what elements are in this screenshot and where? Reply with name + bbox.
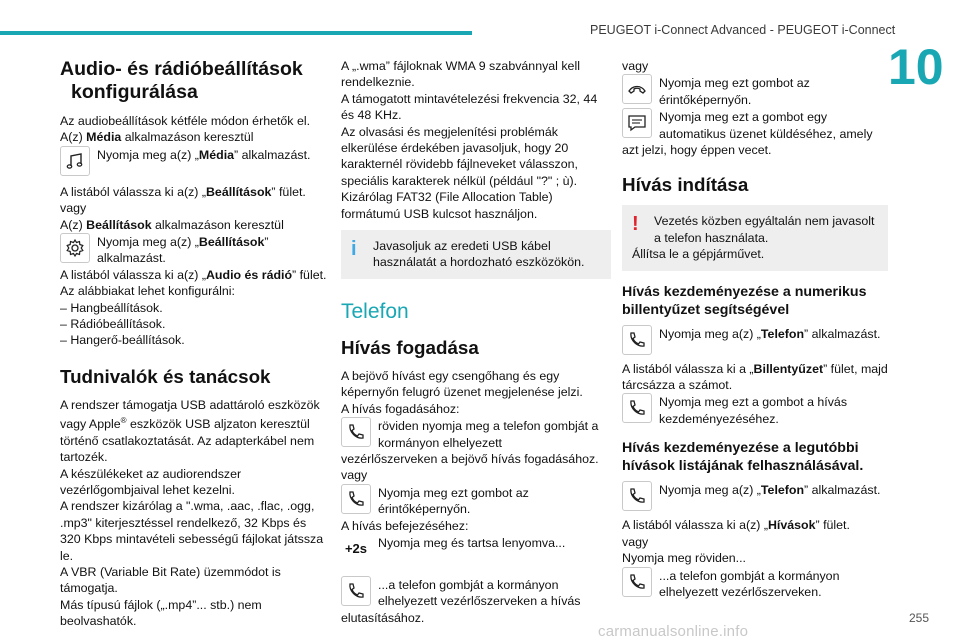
instruction-text: Nyomja meg ezt a gombot a hívás kezdeményezéséhez. <box>659 395 848 426</box>
hold-two-seconds-icon: +2s <box>344 540 368 556</box>
subheading-recent-calls: Hívás kezdeményezése a legutóbbi hívások listájának felhasználásával. <box>622 440 864 475</box>
paragraph: vezérlőszerveken a bejövő hívás fogadásához. <box>341 451 599 466</box>
phone-handset-icon <box>622 325 652 355</box>
paragraph: A „.wma” fájloknak WMA 9 szabvánnyal kell rendelkeznie. <box>341 59 580 90</box>
column-3 <box>622 58 888 600</box>
info-icon: i <box>351 238 357 261</box>
instruction-text: Nyomja meg a(z) „Telefon” alkalmazást. <box>659 483 881 498</box>
info-note-text: Javasoljuk az eredeti USB kábel használatát a hordozható eszközökön. <box>373 239 585 270</box>
instruction-auto-message <box>622 108 888 142</box>
paragraph: Kizárólag FAT32 (File Allocation Table) formátumú USB kulcsot használjon. <box>341 190 553 221</box>
subheading-keypad-call: Hívás kezdeményezése a numerikus billentyűzet segítségével <box>622 283 867 318</box>
instruction-text: Nyomja meg és tartsa lenyomva... <box>378 535 566 550</box>
instruction-steering-phone-2 <box>622 567 888 601</box>
chapter-section-title: Telefon <box>341 299 409 323</box>
paragraph: elutasításához. <box>341 610 425 625</box>
instruction-phone-app <box>622 325 888 355</box>
phone-handset-icon <box>622 393 652 423</box>
chapter-number: 10 <box>888 39 944 95</box>
header-accent-bar <box>0 31 472 35</box>
instruction-dial <box>622 393 888 427</box>
paragraph: vagy <box>341 468 368 483</box>
section-heading-audio-settings <box>60 58 330 104</box>
phone-handset-icon <box>622 567 652 597</box>
paragraph: A hívás befejezéséhez: <box>341 518 469 533</box>
hang-up-icon <box>622 74 652 104</box>
instruction-steering-phone <box>341 417 611 451</box>
paragraph: A(z) Beállítások alkalmazáson keresztül <box>60 217 284 232</box>
paragraph: A rendszer támogatja USB adattároló eszközök vagy Apple® eszközök USB aljzaton keresztül történő csatlakoztatását. Az adapterkábel nem tartozék. <box>60 397 320 465</box>
warning-icon: ! <box>632 213 639 236</box>
instruction-text: Nyomja meg ezt gombot az érintőképernyőn. <box>659 76 810 107</box>
paragraph: Az audiobeállítások kétféle módon érhetők el. <box>60 114 311 128</box>
instruction-phone-app-2 <box>622 481 888 511</box>
paragraph: Az olvasási és megjelenítési problémák elkerülése érdekében javasoljuk, hogy 20 karakternél rövidebb fájlneveket válasszon, speciális karakterek nélkül (például "?" ; ù). <box>341 124 578 188</box>
list-item: – Hangbeállítások. <box>60 300 163 315</box>
phone-handset-icon <box>341 484 371 514</box>
paragraph: A hívás fogadásához: <box>341 401 460 416</box>
paragraph: A listából válassza ki a „Billentyűzet” fület, majd tárcsázza a számot. <box>622 361 888 393</box>
info-note <box>341 230 611 279</box>
music-note-icon <box>60 146 90 176</box>
instruction-text: Nyomja meg ezt a gombot egy automatikus üzenet küldéséhez, amely <box>659 110 873 141</box>
warning-note-text: Vezetés közben egyáltalán nem javasolt a telefon használata. Állítsa le a gépjárművet. <box>632 214 875 262</box>
section-heading-make-call: Hívás indítása <box>622 174 749 196</box>
paragraph: A rendszer kizárólag a ".wma, .aac, .flac, .ogg, .mp3" kiterjesztéssel rendelkező, 32 Kbps és 320 Kbps mintavételi sebességű fájlokat játssza le. <box>60 499 324 563</box>
instruction-hold <box>341 534 611 564</box>
paragraph: A támogatott mintavételezési frekvencia 32, 44 és 48 KHz. <box>341 91 598 123</box>
paragraph: vagy <box>622 534 649 549</box>
phone-handset-icon <box>341 417 371 447</box>
instruction-reject <box>341 576 611 610</box>
list-item: – Rádióbeállítások. <box>60 317 166 332</box>
watermark: carmanualsonline.info <box>598 623 749 640</box>
paragraph: A(z) Média alkalmazáson keresztül <box>60 130 254 145</box>
running-title: PEUGEOT i-Connect Advanced - PEUGEOT i-Connect <box>590 23 896 37</box>
instruction-text: Nyomja meg a(z) „Beállítások” alkalmazást. <box>97 235 269 266</box>
paragraph: azt jelzi, hogy éppen vecet. <box>622 143 772 158</box>
instruction-text: ...a telefon gombját a kormányon elhelyezett vezérlőszerveken a hívás <box>378 577 581 609</box>
instruction-hangup-touchscreen <box>622 74 888 108</box>
instruction-text: röviden nyomja meg a telefon gombját a kormányon elhelyezett <box>378 419 599 450</box>
instruction-settings-app <box>60 233 330 267</box>
instruction-text: ...a telefon gombját a kormányon elhelyezett vezérlőszerveken. <box>659 568 840 599</box>
page-number: 255 <box>909 611 930 625</box>
paragraph: A bejövő hívást egy csengőhang és egy képernyőn felugró üzenet megjelenése jelzi. <box>341 368 583 400</box>
section-heading-receive-call: Hívás fogadása <box>341 336 479 358</box>
instruction-text: Nyomja meg a(z) „Média” alkalmazást. <box>97 147 311 162</box>
instruction-text: Nyomja meg ezt gombot az érintőképernyőn. <box>378 485 529 517</box>
column-2 <box>341 58 611 626</box>
paragraph: A VBR (Variable Bit Rate) üzemmódot is támogatja. <box>60 565 281 596</box>
heading-line-2: konfigurálása <box>71 81 198 103</box>
warning-note <box>622 205 888 270</box>
column-1 <box>60 58 330 630</box>
paragraph: Nyomja meg röviden... <box>622 551 746 566</box>
paragraph: Más típusú fájlok („.mp4”... stb.) nem beolvashatók. <box>60 597 262 629</box>
gear-icon <box>60 233 90 263</box>
instruction-text: Nyomja meg a(z) „Telefon” alkalmazást. <box>659 326 881 341</box>
paragraph: A listából válassza ki a(z) „Hívások” fület. <box>622 518 850 533</box>
phone-handset-icon <box>622 481 652 511</box>
paragraph: A listából válassza ki a(z) „Audio és rádió” fület. <box>60 267 327 282</box>
section-heading-tips: Tudnivalók és tanácsok <box>60 365 271 387</box>
instruction-media-app <box>60 146 330 176</box>
heading-line-1: Audio- és rádióbeállítások <box>60 58 303 80</box>
paragraph: vagy <box>60 201 87 216</box>
paragraph: A listából válassza ki a(z) „Beállítások” fület. <box>60 184 306 199</box>
paragraph: A készülékeket az audiorendszer vezérlőgombjaival lehet kezelni. <box>60 466 242 498</box>
instruction-touchscreen <box>341 484 611 518</box>
list-item: – Hangerő-beállítások. <box>60 333 185 348</box>
paragraph: vagy <box>622 59 649 73</box>
phone-handset-icon <box>341 576 371 606</box>
message-icon <box>622 108 652 138</box>
paragraph: Az alábbiakat lehet konfigurálni: <box>60 284 235 299</box>
